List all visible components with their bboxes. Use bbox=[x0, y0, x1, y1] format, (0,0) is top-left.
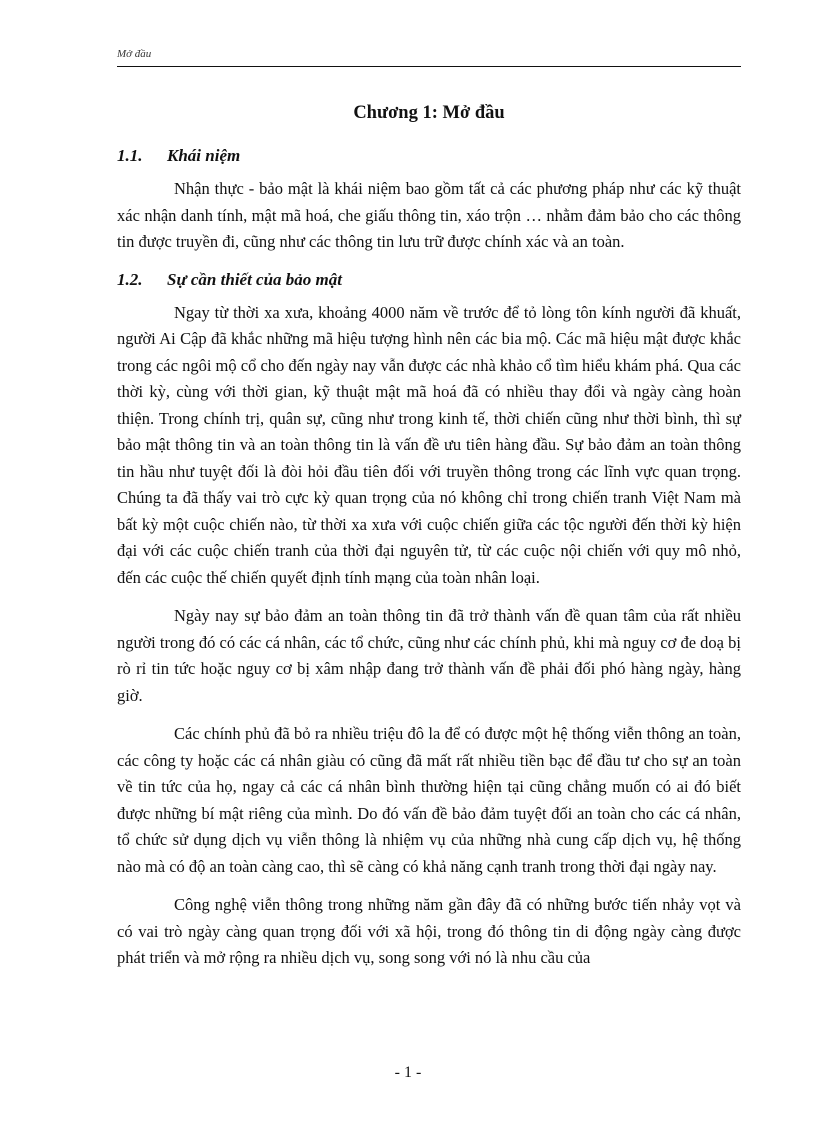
paragraph: Nhận thực - bảo mật là khái niệm bao gồm tất cả các phương pháp như các kỹ thuật xác nhận danh tính, mật mã hoá, che giấu thông tin, xáo trộn … nhằm đảm bảo cho các thông tin được truyền đi, cũng như các thông tin lưu trữ được chính xác và an toàn. bbox=[117, 179, 741, 251]
running-header-title: Mở đầu bbox=[117, 48, 152, 60]
document-body bbox=[117, 100, 741, 984]
running-header bbox=[117, 47, 741, 67]
chapter-title: Chương 1: Mở đầu bbox=[353, 103, 505, 123]
section-heading bbox=[117, 268, 741, 292]
section-number: 1.1. bbox=[117, 146, 143, 165]
section-title: Khái niệm bbox=[167, 146, 241, 165]
section-khai-niem bbox=[117, 144, 741, 256]
paragraph: Các chính phủ đã bỏ ra nhiều triệu đô la để có được một hệ thống viễn thông an toàn, các công ty hoặc các cá nhân giàu có cũng đã mất rất nhiều tiền bạc để đầu tư cho sự an toàn về tin tức của họ, ngay cả các cá nhân bình thường hiện tại cũng chẳng muốn có ai đó biết được những bí mật riêng của mình. Do đó vấn đề bảo đảm tuyệt đối an toàn cho các cá nhân, tổ chức sử dụng dịch vụ viễn thông là nhiệm vụ của những nhà cung cấp dịch vụ, hệ thống nào mà có độ an toàn càng cao, thì sẽ càng có khả năng cạnh tranh trong thời đại ngày nay. bbox=[117, 724, 741, 876]
page-number: - 1 - bbox=[394, 1064, 422, 1081]
section-su-can-thiet bbox=[117, 268, 741, 972]
section-title: Sự cần thiết của bảo mật bbox=[167, 269, 343, 289]
paragraph: Ngay từ thời xa xưa, khoảng 4000 năm về trước để tỏ lòng tôn kính người đã khuất, người Ai Cập đã khắc những mã hiệu tượng hình nên các bia mộ. Các mã hiệu mật được khắc trong các ngôi mộ cổ cho đến ngày nay vẫn được các nhà khảo cổ tìm hiểu khám phá. Qua các thời kỳ, cùng với thời gian, kỹ thuật mật mã hoá đã có nhiều thay đổi và ngày càng hoàn thiện. Trong chính trị, quân sự, cũng như trong kinh tế, thời chiến cũng như thời bình, thì sự bảo mật thông tin và an toàn thông tin là vấn đề ưu tiên hàng đầu. Sự bảo đảm an toàn thông tin hầu như tuyệt đối là đòi hỏi đầu tiên đối với truyền thông trong các lĩnh vực quan trọng. Chúng ta đã thấy vai trò cực kỳ quan trọng của nó không chỉ trong chiến tranh Việt Nam mà bất kỳ một cuộc chiến nào, từ thời xa xưa với cuộc chiến giữa các tộc người đến thời kỳ hiện đại với các cuộc chiến tranh của thời đại nguyên tử, từ các cuộc nội chiến với quy mô nhỏ, đến các cuộc thế chiến quyết định tính mạng của toàn nhân loại. bbox=[117, 302, 741, 587]
paragraph: Công nghệ viễn thông trong những năm gần đây đã có những bước tiến nhảy vọt và có vai trò ngày càng quan trọng đối với xã hội, trong đó thông tin di động ngày càng được phát triển và mở rộng ra nhiều dịch vụ, song song với nó là nhu cầu của bbox=[117, 895, 741, 967]
section-number: 1.2. bbox=[117, 269, 143, 289]
section-heading bbox=[117, 144, 741, 168]
paragraph: Ngày nay sự bảo đảm an toàn thông tin đã trở thành vấn đề quan tâm của rất nhiều người trong đó có các cá nhân, các tổ chức, cũng như các chính phủ, khi mà nguy cơ đe doạ bị rò rỉ tin tức hoặc nguy cơ bị xâm nhập đang trở thành vấn đề phải đối phó hàng ngày, hàng giờ. bbox=[117, 606, 741, 705]
